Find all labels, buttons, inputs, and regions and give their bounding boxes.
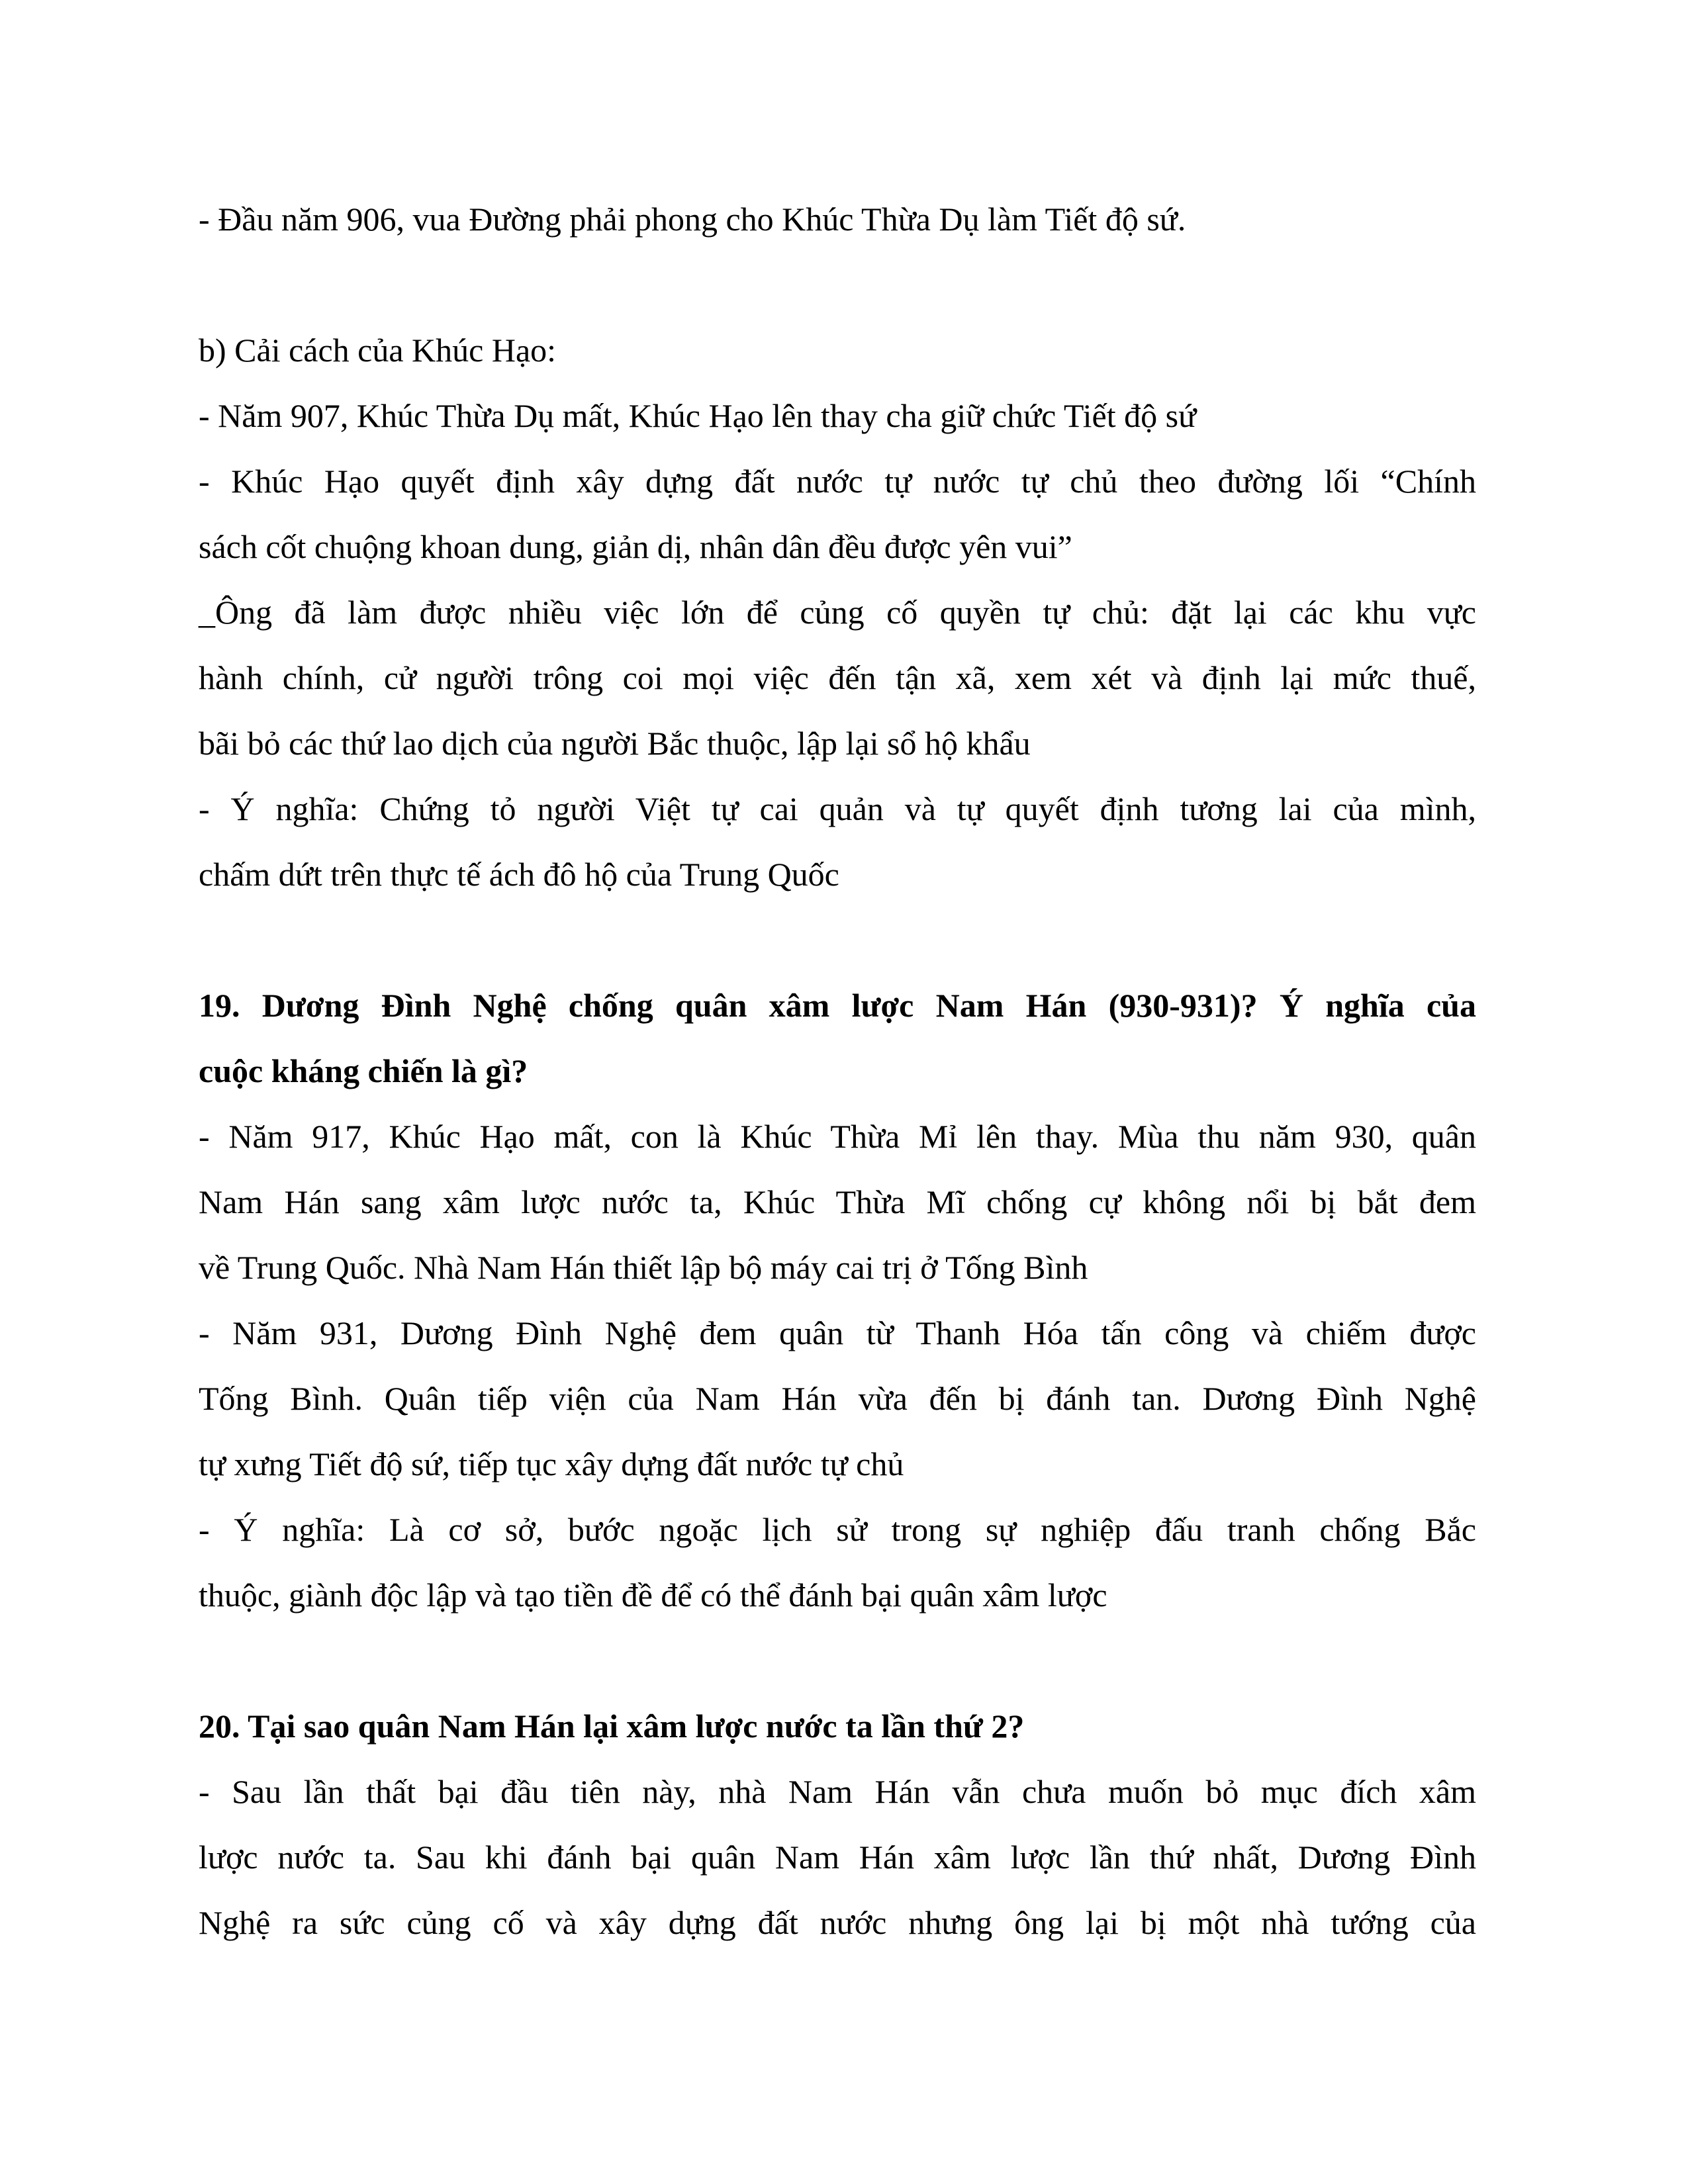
section-b-paragraph-3-line-3: bãi bỏ các thứ lao dịch của người Bắc thuộc, lập lại sổ hộ khẩu — [199, 725, 1031, 762]
question-19-title-line-2: cuộc kháng chiến là gì? — [199, 1052, 528, 1089]
question-19-paragraph-1-line-2: Nam Hán sang xâm lược nước ta, Khúc Thừa Mĩ chống cự không nổi bị bắt đem — [199, 1183, 1476, 1220]
question-20-paragraph-1-line-2: lược nước ta. Sau khi đánh bại quân Nam Hán xâm lược lần thứ nhất, Dương Đình — [199, 1839, 1476, 1876]
spacer — [199, 252, 1476, 318]
question-20-title: 20. Tại sao quân Nam Hán lại xâm lược nước ta lần thứ 2? — [199, 1707, 1025, 1745]
section-b-paragraph-3-line-2: hành chính, cử người trông coi mọi việc đến tận xã, xem xét và định lại mức thuế, — [199, 659, 1476, 696]
question-19-paragraph-3-line-2: thuộc, giành độc lập và tạo tiền đề để có thể đánh bại quân xâm lược — [199, 1576, 1107, 1614]
question-20-paragraph-1-line-3: Nghệ ra sức củng cố và xây dựng đất nước nhưng ông lại bị một nhà tướng của — [199, 1904, 1476, 1941]
intro-line: - Đầu năm 906, vua Đường phải phong cho Khúc Thừa Dụ làm Tiết độ sứ. — [199, 201, 1186, 238]
spacer — [199, 907, 1476, 973]
question-19-paragraph-2-line-3: tự xưng Tiết độ sứ, tiếp tục xây dựng đất nước tự chủ — [199, 1445, 904, 1482]
section-b-paragraph-2-line-2: sách cốt chuộng khoan dung, giản dị, nhân dân đều được yên vui” — [199, 528, 1072, 565]
document-page — [199, 187, 1476, 1956]
question-19-paragraph-3-line-1: - Ý nghĩa: Là cơ sở, bước ngoặc lịch sử trong sự nghiệp đấu tranh chống Bắc — [199, 1511, 1476, 1548]
question-19-title-line-1: 19. Dương Đình Nghệ chống quân xâm lược Nam Hán (930-931)? Ý nghĩa của — [199, 987, 1476, 1024]
section-b-paragraph-4-line-1: - Ý nghĩa: Chứng tỏ người Việt tự cai quản và tự quyết định tương lai của mình, — [199, 790, 1476, 827]
section-b-paragraph-2-line-1: - Khúc Hạo quyết định xây dựng đất nước tự nước tự chủ theo đường lối “Chính — [199, 463, 1476, 500]
question-19-paragraph-1-line-1: - Năm 917, Khúc Hạo mất, con là Khúc Thừa Mỉ lên thay. Mùa thu năm 930, quân — [199, 1118, 1476, 1155]
spacer — [199, 1628, 1476, 1694]
section-b-heading: b) Cải cách của Khúc Hạo: — [199, 332, 557, 369]
question-20-paragraph-1-line-1: - Sau lần thất bại đầu tiên này, nhà Nam Hán vẫn chưa muốn bỏ mục đích xâm — [199, 1773, 1476, 1810]
question-19-paragraph-2-line-2: Tống Bình. Quân tiếp viện của Nam Hán vừa đến bị đánh tan. Dương Đình Nghệ — [199, 1380, 1476, 1417]
section-b-paragraph-1: - Năm 907, Khúc Thừa Dụ mất, Khúc Hạo lên thay cha giữ chức Tiết độ sứ — [199, 397, 1197, 434]
question-19-paragraph-2-line-1: - Năm 931, Dương Đình Nghệ đem quân từ Thanh Hóa tấn công và chiếm được — [199, 1314, 1476, 1351]
section-b-paragraph-3-line-1: _Ông đã làm được nhiều việc lớn để củng cố quyền tự chủ: đặt lại các khu vực — [199, 594, 1476, 631]
question-19-paragraph-1-line-3: về Trung Quốc. Nhà Nam Hán thiết lập bộ máy cai trị ở Tống Bình — [199, 1249, 1088, 1286]
section-b-paragraph-4-line-2: chấm dứt trên thực tế ách đô hộ của Trung Quốc — [199, 856, 839, 893]
